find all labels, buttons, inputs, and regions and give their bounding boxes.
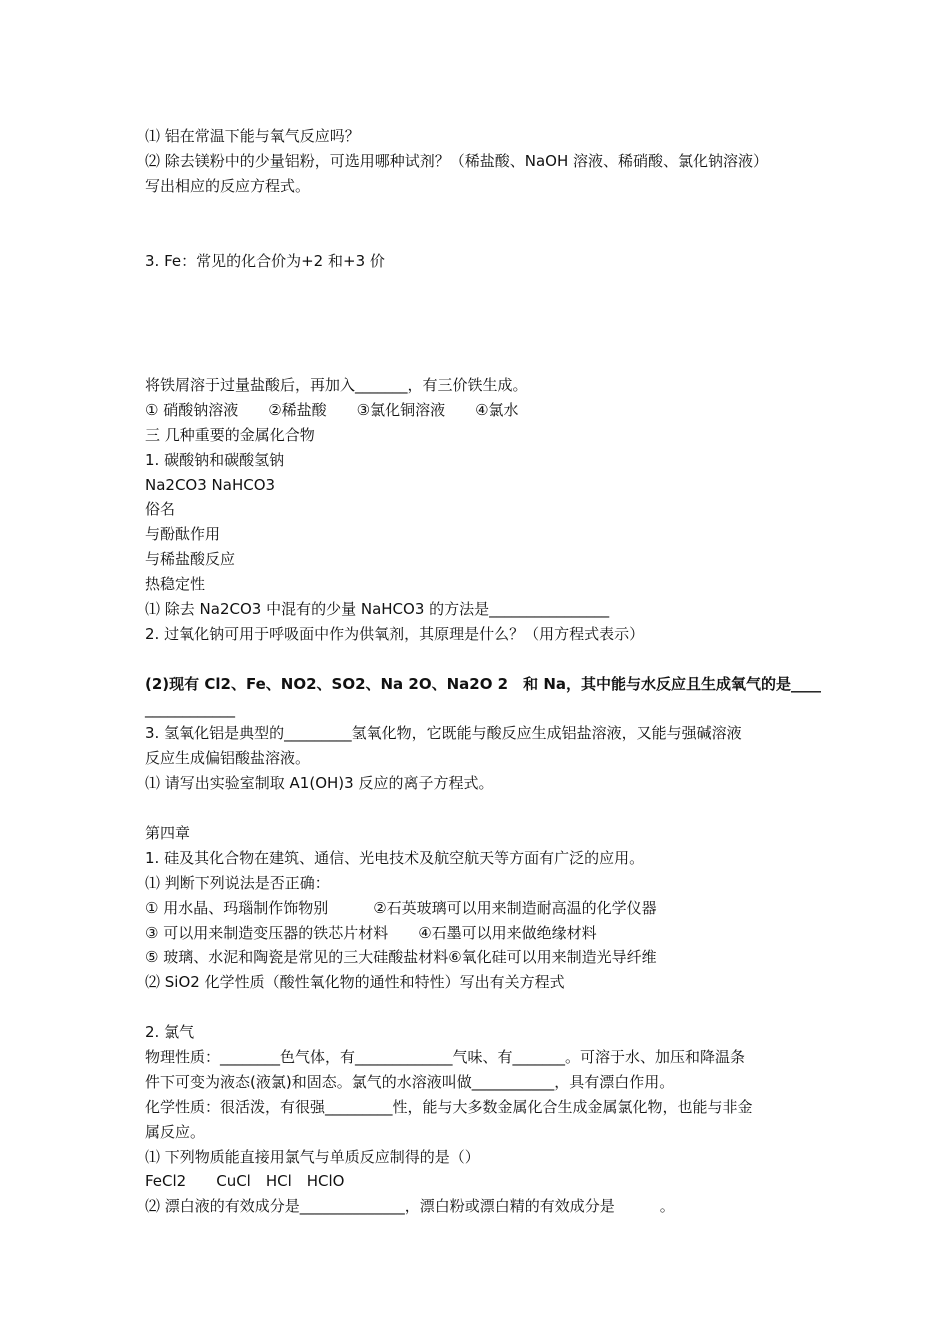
chapter-heading: 第四章 xyxy=(145,824,191,842)
text-line: 1. 硅及其化合物在建筑、通信、光电技术及航空航天等方面有广泛的应用。 xyxy=(145,849,645,867)
text-line: Na2CO3 NaHCO3 xyxy=(145,476,276,494)
section-heading: 三 几种重要的金属化合物 xyxy=(145,426,315,444)
text-line: ⑴ 铝在常温下能与氧气反应吗？ xyxy=(145,127,360,145)
text-line: (2)现有 Cl2、Fe、NO2、SO2、Na 2O、Na2O 2 和 Na，其中能与水反应且生成氧气的是____ xyxy=(145,675,822,693)
text-line: 2. 过氧化钠可用于呼吸面中作为供氧剂，其原理是什么？（用方程式表示） xyxy=(145,625,645,643)
text-line: 3. 氢氧化铝是典型的_________氢氧化物，它既能与酸反应生成铝盐溶液，又能与强碱溶液 xyxy=(145,724,742,742)
text-line: ⑤ 玻璃、水泥和陶瓷是常见的三大硅酸盐材料⑥氧化硅可以用来制造光导纤维 xyxy=(145,948,657,966)
text-line: 与酚酞作用 xyxy=(145,525,221,543)
text-line: ⑵ 漂白液的有效成分是______________，漂白粉或漂白精的有效成分是 。 xyxy=(145,1197,675,1215)
text-line: 热稳定性 xyxy=(145,575,206,593)
text-line: 写出相应的反应方程式。 xyxy=(145,177,311,195)
text-line: 将铁屑溶于过量盐酸后，再加入_______，有三价铁生成。 xyxy=(145,376,528,394)
text-line: 2. 氯气 xyxy=(145,1023,195,1041)
text-line: ③ 可以用来制造变压器的铁芯片材料 ④石墨可以用来做绝缘材料 xyxy=(145,924,597,942)
text-line: 反应生成偏铝酸盐溶液。 xyxy=(145,749,311,767)
text-line: 与稀盐酸反应 xyxy=(145,550,236,568)
text-line: ⑴ 请写出实验室制取 A1(OH)3 反应的离子方程式。 xyxy=(145,774,494,792)
text-line: 物理性质：________色气体，有_____________气味、有_______。可溶于水、加压和降温条 xyxy=(145,1048,746,1066)
text-line: 俗名 xyxy=(145,500,176,518)
text-line: ⑴ 除去 Na2CO3 中混有的少量 NaHCO3 的方法是________________ xyxy=(145,600,610,618)
text-line: 属反应。 xyxy=(145,1123,206,1141)
text-line: ① 硝酸钠溶液 ②稀盐酸 ③氯化铜溶液 ④氯水 xyxy=(145,401,519,419)
text-line: ⑴ 下列物质能直接用氯气与单质反应制得的是（） xyxy=(145,1148,480,1166)
text-line: ⑴ 判断下列说法是否正确： xyxy=(145,874,330,892)
text-line: ____________ xyxy=(145,700,235,718)
text-line: 3. Fe：常见的化合价为+2 和+3 价 xyxy=(145,252,385,270)
text-line: ⑵ 除去镁粉中的少量铝粉，可选用哪种试剂？（稀盐酸、NaOH 溶液、稀硝酸、氯化钠溶液） xyxy=(145,152,769,170)
text-line: 1. 碳酸钠和碳酸氢钠 xyxy=(145,451,285,469)
text-line: 化学性质：很活泼，有很强_________性，能与大多数金属化合生成金属氯化物，也能与非金 xyxy=(145,1098,753,1116)
text-line: ⑵ SiO2 化学性质（酸性氧化物的通性和特性）写出有关方程式 xyxy=(145,973,565,991)
text-line: FeCl2 CuCl HCl HClO xyxy=(145,1172,345,1190)
text-line: ① 用水晶、玛瑙制作饰物别 ②石英玻璃可以用来制造耐高温的化学仪器 xyxy=(145,899,657,917)
text-line: 件下可变为液态(液氯)和固态。氯气的水溶液叫做___________，具有漂白作用。 xyxy=(145,1073,675,1091)
